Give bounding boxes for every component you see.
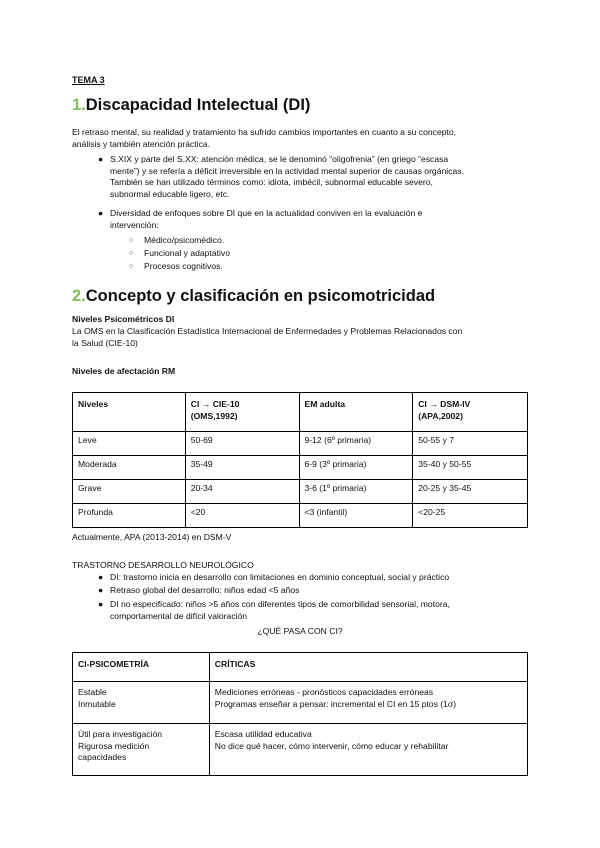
section2-heading — [72, 287, 435, 306]
cell-em: 3-6 (1º primaria) — [299, 480, 413, 504]
bullet-line: Retraso global del desarrollo: niños edad <5 años — [110, 585, 300, 595]
tema-label: TEMA 3 — [72, 75, 105, 85]
bullet-line: Diversidad de enfoques sobre DI que en la actualidad conviven en la evaluación e — [110, 208, 423, 218]
header-dsm4: CI → DSM-IV (APA,2002) — [413, 393, 528, 432]
table-header-row — [73, 393, 528, 432]
bullet-icon: ● — [98, 572, 104, 582]
bullet-line: intervención: — [110, 219, 159, 230]
cell-dsm: <20-25 — [413, 504, 528, 528]
cell-nivel: Moderada — [73, 456, 186, 480]
bullet-line: mente”) y se refería a déficit irreversible en la actividad mental superior de causas orgánicas. — [110, 165, 464, 176]
header-em-adulta: EM adulta — [299, 393, 413, 432]
cell-em: <3 (infantil) — [299, 504, 413, 528]
cell-ci: 20-34 — [185, 480, 299, 504]
cell-nivel: Profunda — [73, 504, 186, 528]
bullet-line: subnormal educable ligero, etc. — [110, 188, 230, 199]
ci-question: ¿QUÉ PASA CON CI? — [257, 626, 343, 636]
bullet-line: comportamental de difícil valoración — [110, 610, 248, 621]
section2-title: Concepto y clasificación en psicomotricidad — [85, 287, 436, 305]
section1-bullet-1 — [98, 154, 528, 200]
section1-title: Discapacidad Intelectual (DI) — [85, 96, 311, 114]
table-row — [73, 432, 528, 456]
section1-intro-line-2: análisis y también atención práctica. — [72, 139, 211, 149]
subitem: ○ Médico/psicomédico. — [129, 235, 225, 245]
table-row — [73, 682, 528, 724]
oms-line-2: la Salud (CIE-10) — [72, 338, 138, 348]
trastorno-bullet-2 — [98, 585, 528, 597]
table-header-row — [73, 653, 528, 682]
circle-bullet-icon: ○ — [129, 250, 134, 257]
section2-number: 2. — [72, 287, 86, 305]
section1-heading — [72, 96, 310, 115]
cell-em: 6-9 (3º primaria) — [299, 456, 413, 480]
bullet-icon: ● — [98, 154, 104, 164]
subitem: ○ Procesos cognitivos. — [129, 261, 223, 271]
header-criticas: CRÍTICAS — [209, 653, 527, 682]
afectacion-heading: Niveles de afectación RM — [72, 366, 176, 376]
cell-ci: 35-49 — [185, 456, 299, 480]
bullet-icon: ● — [98, 208, 104, 218]
actualmente-text: Actualmente, APA (2013-2014) en DSM-V — [72, 532, 232, 542]
trastorno-heading: TRASTORNO DESARROLLO NEUROLÓGICO — [72, 560, 254, 570]
header-niveles: Niveles — [73, 393, 186, 432]
cell-nivel: Grave — [73, 480, 186, 504]
cell-ci: 50-69 — [185, 432, 299, 456]
bullet-icon: ● — [98, 585, 104, 595]
cell-em: 9-12 (6º primaria) — [299, 432, 413, 456]
table-row — [73, 504, 528, 528]
bullet-line: También se han utilizado términos como: idiota, imbécil, subnormal educable severo, — [110, 177, 433, 188]
section1-intro-line-1: El retraso mental, su realidad y tratamiento ha sufrido cambios importantes en cuanto a su concepto, — [72, 127, 457, 137]
cell-right: Escasa utilidad educativa No dice qué hacer, cómo intervenir, cómo educar y rehabilitar — [209, 724, 527, 776]
cell-dsm: 50-55 y 7 — [413, 432, 528, 456]
cell-right: Mediciones erróneas - pronósticos capacidades erróneas Programas enseñar a pensar: incremental el CI en 15 ptos (1σ) — [209, 682, 527, 724]
trastorno-bullet-3 — [98, 599, 528, 622]
niveles-heading: Niveles Psicométricos DI — [72, 314, 175, 324]
bullet-icon: ● — [98, 599, 104, 609]
niveles-table — [72, 392, 528, 528]
cell-dsm: 20-25 y 35-45 — [413, 480, 528, 504]
circle-bullet-icon: ○ — [129, 263, 134, 270]
bullet-line: DI: trastorno inicia en desarrollo con limitaciones en dominio conceptual, social y práctico — [110, 572, 450, 582]
oms-line-1: La OMS en la Clasificación Estadística Internacional de Enfermedades y Problemas Relacionados con — [72, 326, 463, 336]
cell-left: Estable Inmutable — [73, 682, 210, 724]
cell-dsm: 35-40 y 50-55 — [413, 456, 528, 480]
header-cie10: CI → CIE-10 (OMS,1992) — [185, 393, 299, 432]
section1-number: 1. — [72, 96, 86, 114]
cell-left: Útil para investigación Rigurosa medición capacidades — [73, 724, 210, 776]
table-row — [73, 724, 528, 776]
subitem: ○ Funcional y adaptativo — [129, 248, 230, 258]
bullet-line: S.XIX y parte del S.XX: atención médica, se le denominó “oligofrenia” (en griego “escasa — [110, 154, 449, 164]
cell-ci: <20 — [185, 504, 299, 528]
table-row — [73, 456, 528, 480]
header-ci-psicometria: CI-PSICOMETRÍA — [73, 653, 210, 682]
circle-bullet-icon: ○ — [129, 237, 134, 244]
section1-bullet-2 — [98, 208, 528, 231]
trastorno-bullet-1 — [98, 572, 528, 584]
cell-nivel: Leve — [73, 432, 186, 456]
table-row — [73, 480, 528, 504]
ci-criticas-table — [72, 652, 528, 776]
bullet-line: DI no especificado: niños >5 años con diferentes tipos de comorbilidad sensorial, motora, — [110, 599, 450, 609]
